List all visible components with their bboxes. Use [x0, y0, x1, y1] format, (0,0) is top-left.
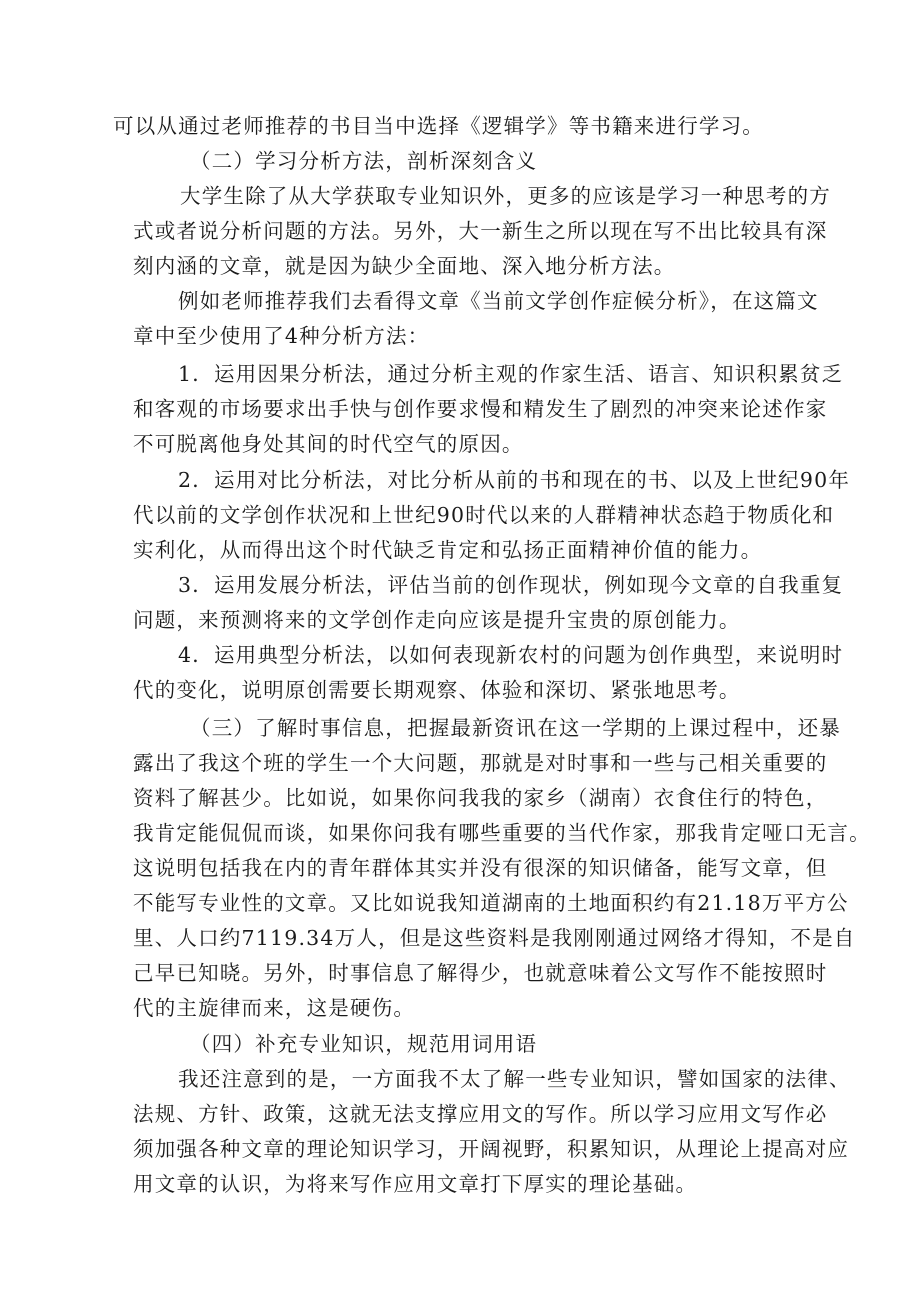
- text-line: 代以前的文学创作状况和上世纪90时代以来的人群精神状态趋于物质化和: [133, 503, 835, 527]
- text-line: 须加强各种文章的理论知识学习，开阔视野，积累知识，从理论上提高对应: [133, 1137, 850, 1161]
- text-line: 不能写专业性的文章。又比如说我知道湖南的土地面积约有21.18万平方公: [133, 891, 849, 915]
- text-line: 法规、方针、政策，这就无法支撑应用文的写作。所以学习应用文写作必: [133, 1102, 828, 1126]
- text-line: 里、人口约7119.34万人，但是这些资料是我刚刚通过网络才得知，不是自: [133, 926, 856, 950]
- text-line: 己早已知晓。另外，时事信息了解得少，也就意味着公文写作不能按照时: [133, 961, 828, 985]
- list-item: 4．运用典型分析法，以如何表现新农村的问题为创作典型，来说明时: [178, 643, 844, 667]
- text-line: 这说明包括我在内的青年群体其实并没有很深的知识储备，能写文章，但: [133, 856, 828, 880]
- list-item: 1．运用因果分析法，通过分析主观的作家生活、语言、知识积累贫乏: [178, 362, 844, 386]
- text-line: 问题，来预测将来的文学创作走向应该是提升宝贵的原创能力。: [133, 608, 741, 632]
- list-item: 3．运用发展分析法，评估当前的创作现状，例如现今文章的自我重复: [178, 573, 844, 597]
- list-item: 2．运用对比分析法，对比分析从前的书和现在的书、以及上世纪90年: [178, 468, 851, 492]
- text-line: 代的变化，说明原创需要长期观察、体验和深切、紧张地思考。: [133, 678, 741, 702]
- section-heading: （二）学习分析方法，剖析深刻含义: [190, 149, 538, 173]
- text-line: 不可脱离他身处其间的时代空气的原因。: [133, 432, 524, 456]
- text-line: 式或者说分析问题的方法。另外，大一新生之所以现在写不出比较具有深: [133, 219, 828, 243]
- text-line: 用文章的认识，为将来写作应用文章打下厚实的理论基础。: [133, 1172, 698, 1196]
- text-line: 露出了我这个班的学生一个大问题，那就是对时事和一些与己相关重要的: [133, 751, 828, 775]
- text-line: 章中至少使用了4种分析方法：: [133, 324, 430, 348]
- text-line: 代的主旋律而来，这是硬伤。: [133, 996, 416, 1020]
- text-line: 例如老师推荐我们去看得文章《当前文学创作症候分析》，在这篇文: [178, 289, 819, 313]
- section-heading: （三）了解时事信息，把握最新资讯在这一学期的上课过程中，还暴: [190, 716, 841, 740]
- text-line: 资料了解甚少。比如说，如果你问我我的家乡（湖南）衣食住行的特色，: [133, 786, 828, 810]
- text-line: 和客观的市场要求出手快与创作要求慢和精发生了剧烈的冲突来论述作家: [133, 397, 828, 421]
- text-line: 实利化，从而得出这个时代缺乏肯定和弘扬正面精神价值的能力。: [133, 538, 763, 562]
- text-line: 我还注意到的是，一方面我不太了解一些专业知识，譬如国家的法律、: [178, 1067, 851, 1091]
- text-line: 刻内涵的文章，就是因为缺少全面地、深入地分析方法。: [133, 254, 676, 278]
- text-line: 可以从通过老师推荐的书目当中选择《逻辑学》等书籍来进行学习。: [113, 114, 764, 138]
- section-heading: （四）补充专业知识，规范用词用语: [190, 1032, 538, 1056]
- text-line: 大学生除了从大学获取专业知识外，更多的应该是学习一种思考的方: [180, 184, 831, 208]
- text-line: 我肯定能侃侃而谈，如果你问我有哪些重要的当代作家，那我肯定哑口无言。: [133, 821, 871, 845]
